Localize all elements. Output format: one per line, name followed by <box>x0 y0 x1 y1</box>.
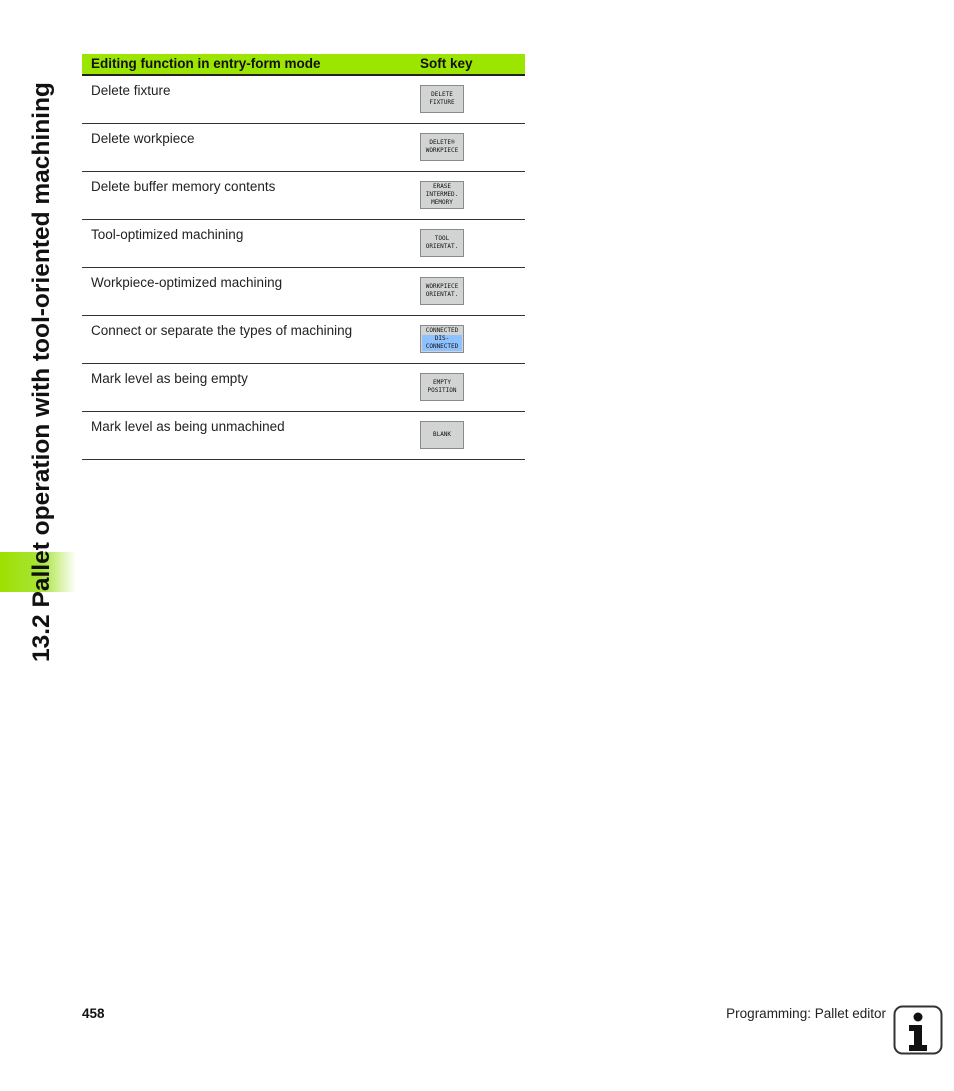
row-label: Workpiece-optimized machining <box>91 275 283 290</box>
softkey-line: CONNECTED <box>425 327 459 334</box>
softkey-line: BLANK <box>432 431 452 438</box>
erase-intermediate-memory-softkey[interactable] <box>420 181 464 209</box>
row-label: Tool-optimized machining <box>91 227 244 242</box>
softkey-line: TOOL <box>434 235 450 242</box>
softkey-line: DELETE® <box>429 139 455 146</box>
softkey-line-highlighted: DIS- <box>422 335 462 343</box>
info-icon <box>893 1005 943 1055</box>
tool-orientation-softkey[interactable] <box>420 229 464 257</box>
row-label: Mark level as being empty <box>91 371 248 386</box>
table-row <box>82 412 525 460</box>
softkey-line: MEMORY <box>431 199 453 206</box>
softkey-line-highlighted: CONNECTED <box>422 343 462 351</box>
row-label: Connect or separate the types of machining <box>91 323 353 338</box>
softkey-line: WORKPIECE <box>425 147 459 154</box>
softkey-line: DELETE <box>431 91 453 98</box>
header-function: Editing function in entry-form mode <box>91 56 321 71</box>
softkey-line: WORKPIECE <box>425 283 459 290</box>
chapter-side-title-text: 13.2 Pallet operation with tool-oriented machining <box>28 82 55 662</box>
softkey-table <box>82 54 525 460</box>
softkey-line: ORIENTAT. <box>425 243 459 250</box>
row-label: Mark level as being unmachined <box>91 419 285 434</box>
table-row <box>82 316 525 364</box>
delete-workpiece-softkey[interactable] <box>420 133 464 161</box>
page-number: 458 <box>82 1006 105 1021</box>
empty-position-softkey[interactable] <box>420 373 464 401</box>
table-row <box>82 220 525 268</box>
delete-fixture-softkey[interactable] <box>420 85 464 113</box>
table-row <box>82 76 525 124</box>
row-label: Delete workpiece <box>91 131 195 146</box>
table-row <box>82 364 525 412</box>
softkey-line: EMPTY <box>432 379 452 386</box>
softkey-line: ORIENTAT. <box>425 291 459 298</box>
softkey-line: INTERMED. <box>425 191 459 198</box>
footer-title: Programming: Pallet editor <box>726 1006 886 1021</box>
softkey-line: POSITION <box>427 387 457 394</box>
connected-disconnected-softkey[interactable] <box>420 325 464 353</box>
table-row <box>82 268 525 316</box>
softkey-line: FIXTURE <box>429 99 455 106</box>
chapter-side-title <box>20 52 64 662</box>
table-header <box>82 54 525 76</box>
row-label: Delete buffer memory contents <box>91 179 276 194</box>
header-soft-key: Soft key <box>420 56 473 71</box>
table-row <box>82 124 525 172</box>
row-label: Delete fixture <box>91 83 171 98</box>
blank-softkey[interactable] <box>420 421 464 449</box>
softkey-line: ERASE <box>432 183 452 190</box>
workpiece-orientation-softkey[interactable] <box>420 277 464 305</box>
table-row <box>82 172 525 220</box>
